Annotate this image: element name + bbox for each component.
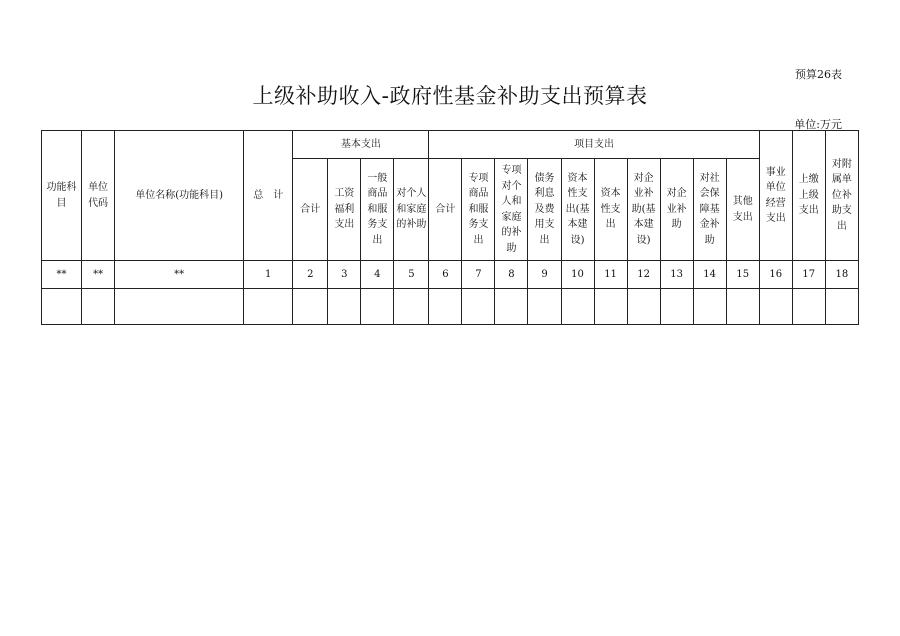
header-business-operation: 事业 单位 经营 支出: [759, 131, 792, 261]
table-cell: [328, 289, 361, 325]
header-basic-goods-services: 一般 商品 和服 务支 出: [361, 159, 394, 261]
header-project-subtotal: 合计: [429, 159, 462, 261]
table-cell: [429, 289, 462, 325]
table-cell: [82, 289, 115, 325]
index-cell: 16: [759, 261, 792, 289]
table-cell: [495, 289, 528, 325]
header-group-basic: 基本支出: [293, 131, 429, 159]
header-project-other: 其他 支出: [726, 159, 759, 261]
table-cell: [528, 289, 561, 325]
table-cell: [42, 289, 82, 325]
table-cell: [660, 289, 693, 325]
table-cell: [244, 289, 293, 325]
table-cell: [726, 289, 759, 325]
header-basic-household-subsidy: 对个人 和家庭 的补助: [394, 159, 429, 261]
header-group-project: 项目支出: [429, 131, 759, 159]
header-row-groups: [42, 131, 859, 159]
header-project-enterprise-construction: 对企 业补 助(基 本建 设): [627, 159, 660, 261]
header-unit-code: 单位 代码: [82, 131, 115, 261]
header-project-debt-interest: 债务 利息 及费 用支 出: [528, 159, 561, 261]
table-cell: [792, 289, 825, 325]
budget-table: [41, 130, 859, 325]
header-function-subject: 功能科 目: [42, 131, 82, 261]
index-cell: 18: [825, 261, 858, 289]
index-cell: **: [115, 261, 244, 289]
header-project-enterprise-subsidy: 对企 业补 助: [660, 159, 693, 261]
index-cell: 4: [361, 261, 394, 289]
index-cell: **: [42, 261, 82, 289]
header-remit-to-superior: 上缴 上级 支出: [792, 131, 825, 261]
index-cell: 12: [627, 261, 660, 289]
header-project-social-security: 对社 会保 障基 金补 助: [693, 159, 726, 261]
table-cell: [825, 289, 858, 325]
header-total: 总 计: [244, 131, 293, 261]
index-cell: 1: [244, 261, 293, 289]
table-cell: [561, 289, 594, 325]
table-cell: [293, 289, 328, 325]
page-title: 上级补助收入-政府性基金补助支出预算表: [252, 84, 648, 108]
unit-label: 单位:万元: [794, 118, 842, 131]
index-cell: 13: [660, 261, 693, 289]
index-cell: 7: [462, 261, 495, 289]
table-cell: [361, 289, 394, 325]
index-cell: 11: [594, 261, 627, 289]
table-cell: [115, 289, 244, 325]
index-cell: 3: [328, 261, 361, 289]
header-project-capital-construction: 资本 性支 出(基 本建 设): [561, 159, 594, 261]
form-number: 预算26表: [795, 68, 842, 81]
table-cell: [627, 289, 660, 325]
index-cell: 8: [495, 261, 528, 289]
index-cell: 10: [561, 261, 594, 289]
table-cell: [394, 289, 429, 325]
index-cell: 15: [726, 261, 759, 289]
table-cell: [693, 289, 726, 325]
index-cell: 5: [394, 261, 429, 289]
index-cell: **: [82, 261, 115, 289]
header-subsidy-subordinate: 对附 属单 位补 助支 出: [825, 131, 858, 261]
index-cell: 17: [792, 261, 825, 289]
table-cell: [462, 289, 495, 325]
header-basic-subtotal: 合计: [293, 159, 328, 261]
header-project-household-subsidy: 专项 对个 人和 家庭 的补 助: [495, 159, 528, 261]
index-row: [42, 261, 859, 289]
index-cell: 9: [528, 261, 561, 289]
table-cell: [594, 289, 627, 325]
index-cell: 2: [293, 261, 328, 289]
header-project-goods-services: 专项 商品 和服 务支 出: [462, 159, 495, 261]
header-unit-name: 单位名称(功能科目): [115, 131, 244, 261]
index-cell: 6: [429, 261, 462, 289]
data-row-empty: [42, 289, 859, 325]
header-basic-salary-welfare: 工资 福利 支出: [328, 159, 361, 261]
index-cell: 14: [693, 261, 726, 289]
table-cell: [759, 289, 792, 325]
header-project-capital: 资本 性支 出: [594, 159, 627, 261]
